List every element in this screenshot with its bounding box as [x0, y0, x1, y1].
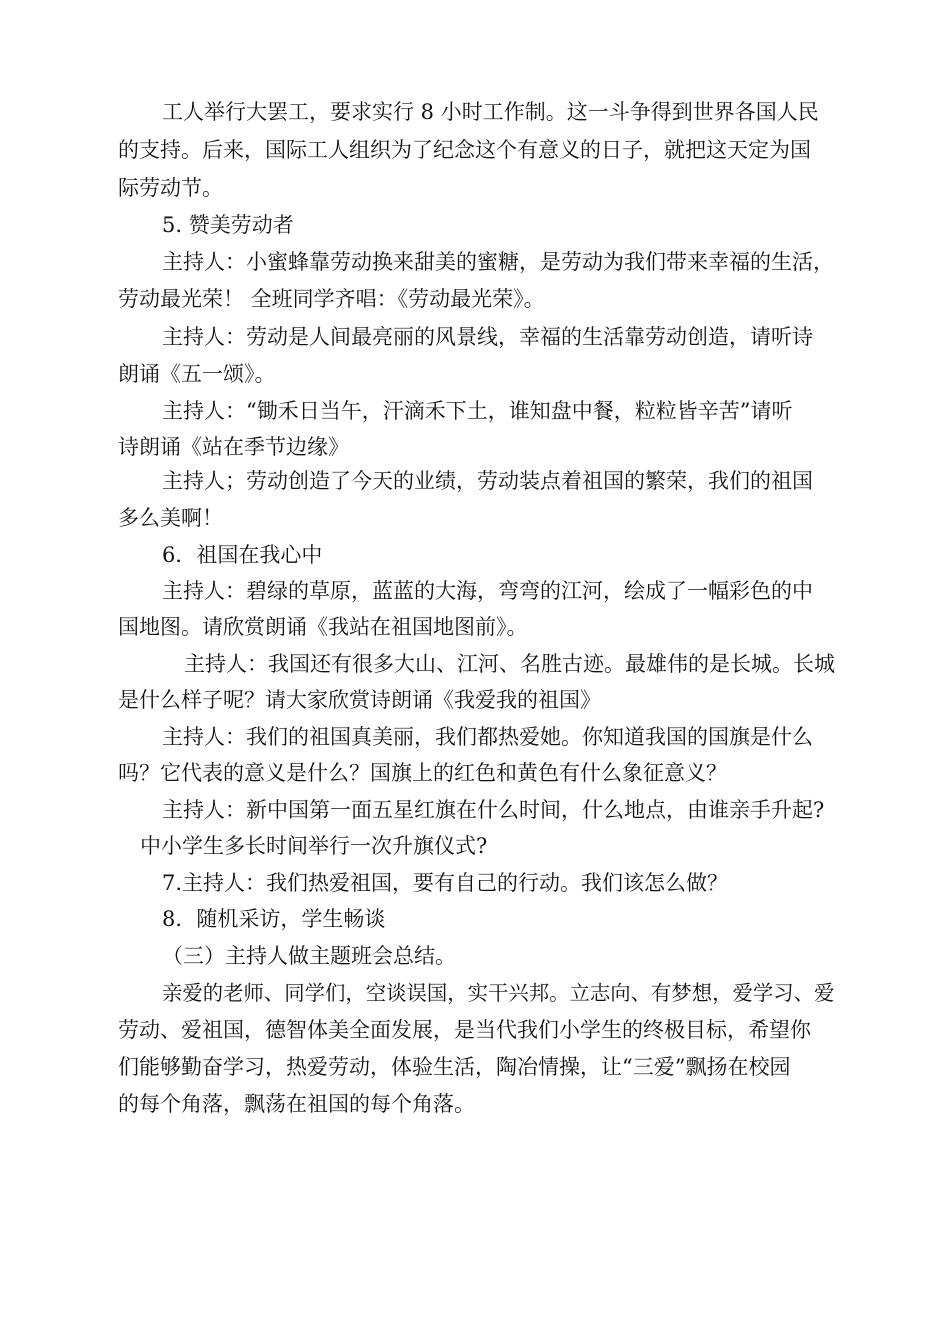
text-line: 际劳动节。: [118, 176, 223, 200]
text-line: 国地图。请欣赏朗诵《我站在祖国地图前》。: [118, 615, 528, 639]
text-line: 中小学生多长时间举行一次升旗仪式?: [140, 834, 488, 858]
text-line: 吗？它代表的意义是什么？国旗上的红色和黄色有什么象征意义？: [118, 761, 727, 785]
text-line: 主持人：碧绿的草原，蓝蓝的大海，弯弯的江河，绘成了一幅彩色的中: [162, 579, 813, 603]
section-heading: 6．祖国在我心中: [162, 543, 323, 567]
text-line: 的每个角落，飘荡在祖国的每个角落。: [118, 1092, 475, 1116]
text-line: 的支持。后来，国际工人组织为了纪念这个有意义的日子，就把这天定为国: [118, 138, 811, 162]
text-line: 多么美啊！: [118, 506, 223, 530]
text-line: 主持人：新中国第一面五星红旗在什么时间，什么地点，由谁亲手升起?: [162, 798, 825, 822]
section-heading: （三）主持人做主题班会总结。: [162, 944, 456, 968]
text-line: 主持人：小蜜蜂靠劳动换来甜美的蜜糖，是劳动为我们带来幸福的生活，: [162, 250, 834, 274]
text-line: 朗诵《五一颂》。: [118, 362, 276, 386]
text-line: 亲爱的老师、同学们，空谈误国，实干兴邦。立志向、有梦想，爱学习、爱: [162, 981, 835, 1005]
text-line: 主持人：劳动是人间最亮丽的风景线，幸福的生活靠劳动创造，请听诗: [162, 325, 813, 349]
text-line: 们能够勤奋学习，热爱劳动，体验生活，陶冶情操，让“三爱”飘扬在校园: [118, 1055, 791, 1079]
section-heading: 8．随机采访，学生畅谈: [162, 907, 386, 931]
text-line: 诗朗诵《站在季节边缘》: [118, 435, 349, 459]
text-line: 主持人：我国还有很多大山、江河、名胜古迹。最雄伟的是长城。长城: [184, 652, 835, 676]
text-line: 工人举行大罢工，要求实行 8 小时工作制。这一斗争得到世界各国人民: [162, 100, 819, 124]
text-line: 劳动最光荣！ 全班同学齐唱：《劳动最光荣》。: [118, 287, 545, 311]
text-line: 主持人：“锄禾日当午，汗滴禾下土，谁知盘中餐，粒粒皆辛苦”请听: [162, 399, 793, 423]
text-line: 劳动、爱祖国，德智体美全面发展，是当代我们小学生的终极目标，希望你: [118, 1018, 811, 1042]
text-line: 主持人；劳动创造了今天的业绩，劳动装点着祖国的繁荣，我们的祖国: [162, 469, 813, 493]
section-heading: 5. 赞美劳动者: [162, 213, 294, 237]
text-line: 主持人：我们的祖国真美丽，我们都热爱她。你知道我国的国旗是什么: [162, 725, 813, 749]
section-heading: 7.主持人：我们热爱祖国，要有自己的行动。我们该怎么做？: [162, 871, 729, 895]
text-line: 是什么样子呢？请大家欣赏诗朗诵《我爱我的祖国》: [118, 688, 601, 712]
